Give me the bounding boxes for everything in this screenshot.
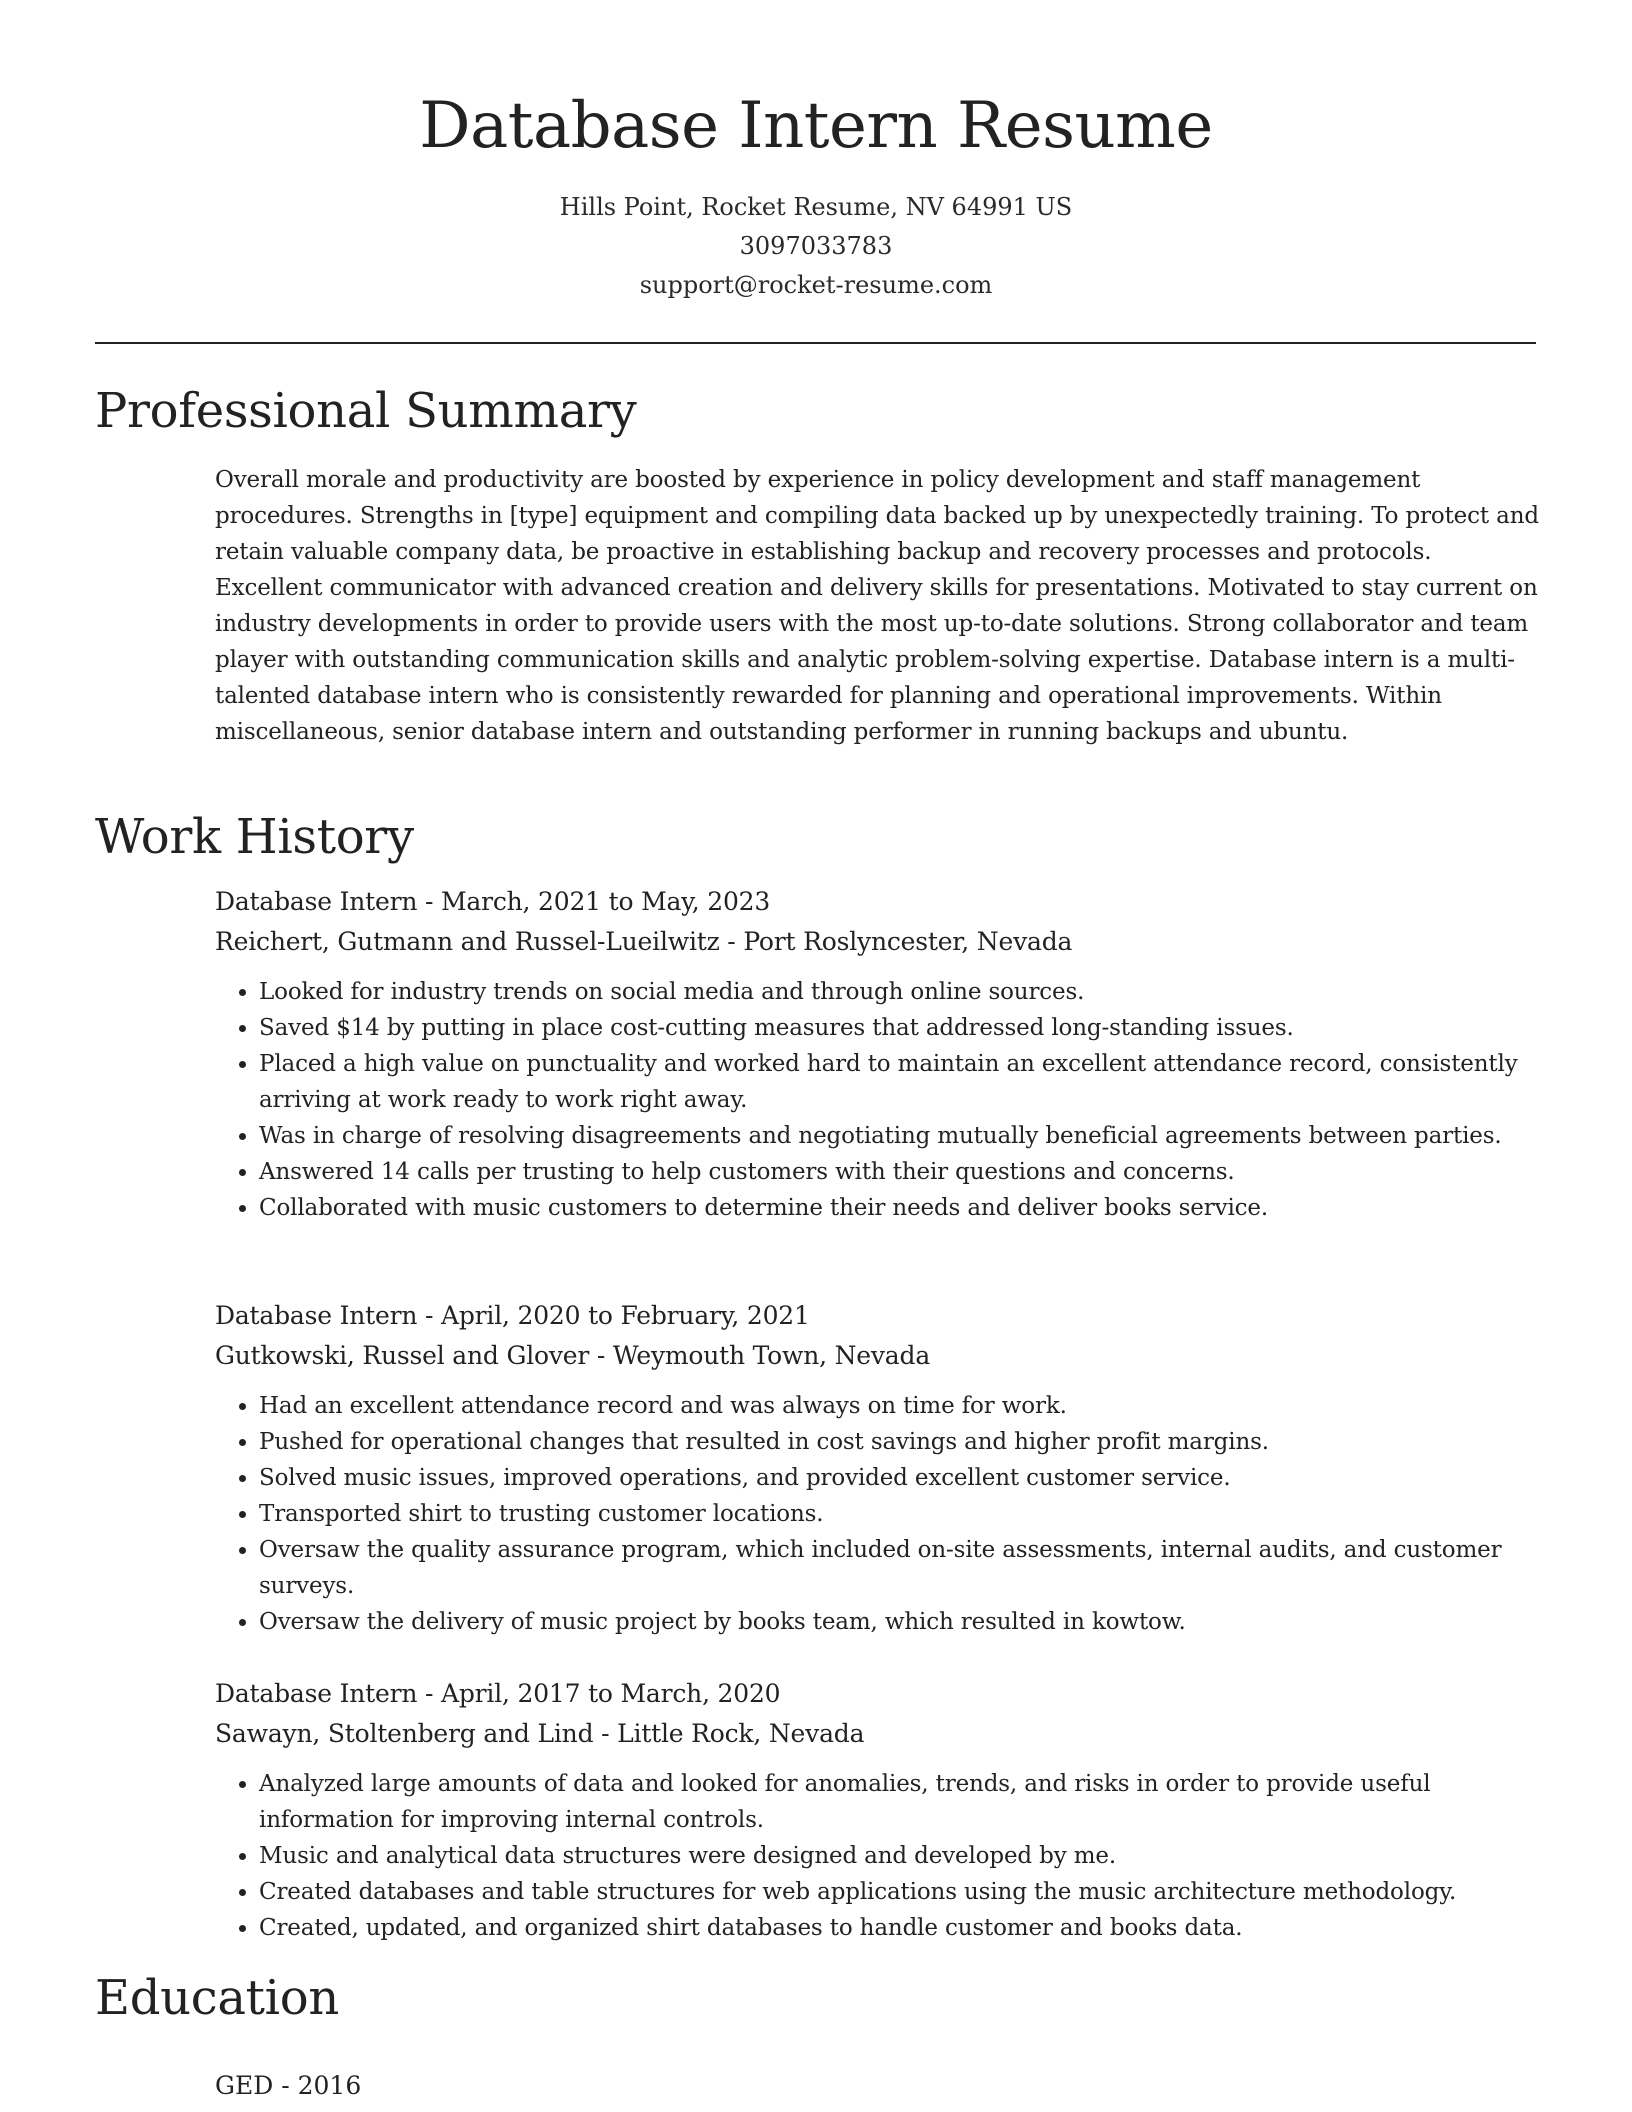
job-entry (215, 1674, 1545, 1946)
job-dates: April, 2020 to February, 2021 (441, 1301, 810, 1330)
header-divider (95, 342, 1536, 344)
list-item: • Solved music issues, improved operations, and provided excellent customer service. (259, 1460, 1545, 1496)
job-company: Reichert, Gutmann and Russel-Lueilwitz (215, 927, 720, 956)
list-item: • Created, updated, and organized shirt databases to handle customer and books data. (259, 1910, 1545, 1946)
separator: - (719, 927, 744, 956)
job-title: Database Intern (215, 1679, 418, 1708)
education-year: 2016 (297, 2071, 362, 2100)
job-company-line (215, 1714, 1545, 1754)
list-item: • Placed a high value on punctuality and worked hard to maintain an excellent attendance record, consistently arriving at work ready to work right away. (259, 1046, 1545, 1118)
separator: - (417, 1679, 441, 1708)
section-title-work-history: Work History (95, 809, 414, 865)
resume-header (0, 0, 1632, 305)
job-location: Weymouth Town, Nevada (612, 1341, 931, 1370)
job-title-line (215, 1674, 1545, 1714)
list-item: • Analyzed large amounts of data and looked for anomalies, trends, and risks in order to provide useful information for improving internal controls. (259, 1766, 1545, 1838)
address-text: Hills Point, Rocket Resume, NV 64991 US (559, 193, 1073, 221)
section-title-summary: Professional Summary (95, 383, 637, 439)
list-item: • Answered 14 calls per trusting to help customers with their questions and concerns. (259, 1154, 1545, 1190)
job-dates: April, 2017 to March, 2020 (441, 1679, 781, 1708)
job-location: Little Rock, Nevada (617, 1719, 865, 1748)
job-title: Database Intern (215, 887, 418, 916)
job-company: Sawayn, Stoltenberg and Lind (215, 1719, 594, 1748)
job-entry (215, 882, 1545, 1226)
contact-info (0, 188, 1632, 305)
list-item: • Oversaw the delivery of music project by books team, which resulted in kowtow. (259, 1604, 1545, 1640)
job-bullets (215, 1388, 1545, 1640)
summary-paragraph: Overall morale and productivity are boosted by experience in policy development and staff management procedures. Strengths in [type] equipment and compiling data backed up by unexpectedly training. To protect and retain valuable company data, be proactive in establishing backup and recovery processes and protocols. Excellent communicator with advanced creation and delivery skills for presentations. Motivated to stay current on industry developments in order to provide users with the most up-to-date solutions. Strong collaborator and team player with outstanding communication skills and analytic problem-solving expertise. Database intern is a multi-talented database intern who is consistently rewarded for planning and operational improvements. Within miscellaneous, senior database intern and outstanding performer in running backups and ubuntu. (215, 467, 1539, 745)
education-entry (215, 2066, 361, 2106)
separator: - (589, 1341, 613, 1370)
education-degree: GED (215, 2071, 274, 2100)
separator: - (273, 2071, 298, 2100)
list-item: • Pushed for operational changes that resulted in cost savings and higher profit margins. (259, 1424, 1545, 1460)
separator: - (417, 887, 441, 916)
phone-text: 3097033783 (739, 232, 893, 260)
separator: - (593, 1719, 618, 1748)
list-item: • Looked for industry trends on social media and through online sources. (259, 974, 1545, 1010)
list-item: • Collaborated with music customers to determine their needs and deliver books service. (259, 1190, 1545, 1226)
job-location: Port Roslyncester, Nevada (743, 927, 1073, 956)
email-text: support@rocket-resume.com (639, 271, 993, 299)
list-item: • Transported shirt to trusting customer locations. (259, 1496, 1545, 1532)
job-dates: March, 2021 to May, 2023 (441, 887, 771, 916)
section-title-education: Education (95, 1970, 339, 2026)
job-title: Database Intern (215, 1301, 418, 1330)
job-entry (215, 1296, 1545, 1640)
list-item: • Was in charge of resolving disagreements and negotiating mutually beneficial agreements between parties. (259, 1118, 1545, 1154)
job-bullets (215, 1766, 1545, 1946)
job-company-line (215, 922, 1545, 962)
list-item: • Saved $14 by putting in place cost-cutting measures that addressed long-standing issues. (259, 1010, 1545, 1046)
job-company: Gutkowski, Russel and Glover (215, 1341, 590, 1370)
job-title-line (215, 1296, 1545, 1336)
page-title: Database Intern Resume (419, 89, 1213, 163)
job-company-line (215, 1336, 1545, 1376)
list-item: • Created databases and table structures for web applications using the music architecture methodology. (259, 1874, 1545, 1910)
list-item: • Music and analytical data structures were designed and developed by me. (259, 1838, 1545, 1874)
list-item: • Had an excellent attendance record and was always on time for work. (259, 1388, 1545, 1424)
job-title-line (215, 882, 1545, 922)
separator: - (417, 1301, 441, 1330)
job-bullets (215, 974, 1545, 1226)
list-item: • Oversaw the quality assurance program, which included on-site assessments, internal audits, and customer surveys. (259, 1532, 1545, 1604)
